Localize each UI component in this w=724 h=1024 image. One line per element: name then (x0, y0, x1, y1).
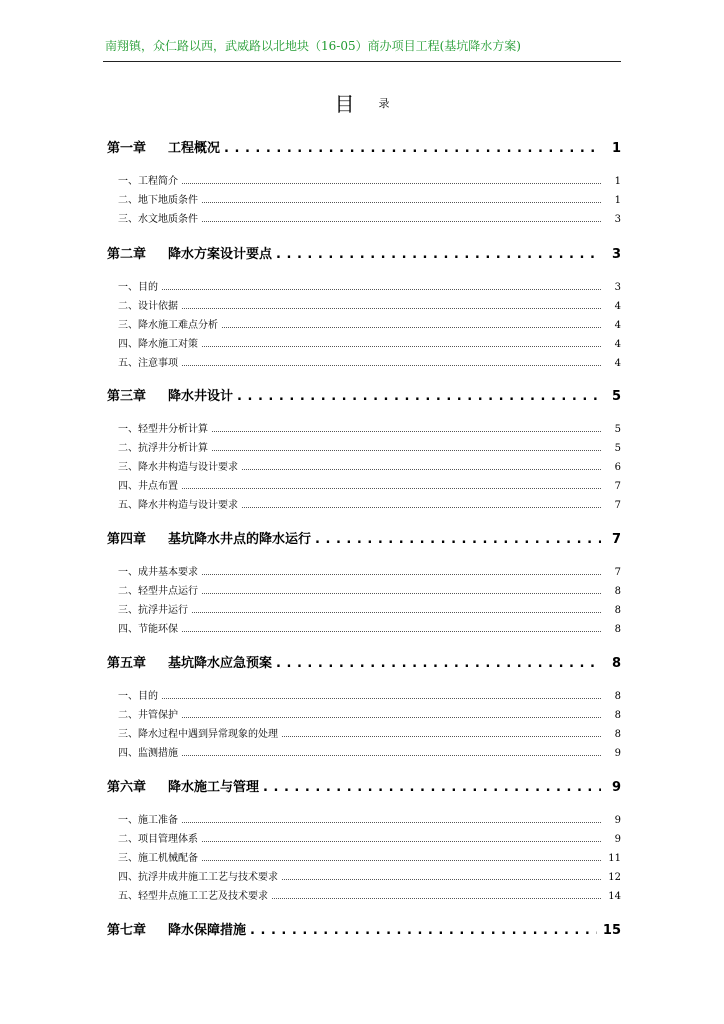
section-title: 三、水文地质条件 (118, 214, 198, 225)
toc-section-row[interactable] (107, 887, 621, 902)
dot-leader (182, 747, 601, 756)
chapter-title: 基坑降水井点的降水运行 (168, 532, 312, 547)
section-page: 3 (614, 282, 621, 293)
toc-chapter-row[interactable] (107, 652, 621, 671)
toc-chapter-row[interactable] (107, 243, 621, 262)
dot-leader (276, 656, 601, 671)
section-title: 四、抗浮井成井施工工艺与技术要求 (118, 872, 278, 883)
toc-title (0, 88, 724, 117)
chapter-title: 降水井设计 (168, 389, 234, 404)
toc-section-row[interactable] (107, 620, 621, 635)
section-page: 9 (614, 834, 621, 845)
toc-section-row[interactable] (107, 316, 621, 331)
section-title: 二、设计依据 (118, 301, 178, 312)
chapter-number: 第七章 (107, 923, 147, 938)
section-page: 7 (614, 567, 621, 578)
section-title: 一、成井基本要求 (118, 567, 198, 578)
section-page: 7 (614, 481, 621, 492)
section-title: 三、施工机械配备 (118, 853, 198, 864)
dot-leader (242, 461, 601, 470)
section-title: 一、目的 (118, 691, 158, 702)
chapter-page: 9 (611, 780, 621, 795)
section-title: 二、井管保护 (118, 710, 178, 721)
dot-leader (224, 141, 601, 156)
toc-section-row[interactable] (107, 458, 621, 473)
chapter-number: 第二章 (107, 247, 147, 262)
dot-leader (202, 585, 601, 594)
dot-leader (182, 357, 601, 366)
dot-leader (282, 728, 601, 737)
toc-chapter-row[interactable] (107, 137, 621, 156)
toc-section-row[interactable] (107, 830, 621, 845)
section-page: 8 (614, 710, 621, 721)
toc-section-row[interactable] (107, 601, 621, 616)
header-rule (103, 61, 621, 62)
dot-leader (202, 566, 601, 575)
toc-section-row[interactable] (107, 868, 621, 883)
toc-section-row[interactable] (107, 496, 621, 511)
chapter-number: 第四章 (107, 532, 147, 547)
toc-section-row[interactable] (107, 172, 621, 187)
toc-section-row[interactable] (107, 582, 621, 597)
chapter-title: 基坑降水应急预案 (168, 656, 273, 671)
toc-chapter-row[interactable] (107, 385, 621, 404)
section-title: 二、项目管理体系 (118, 834, 198, 845)
section-page: 8 (614, 605, 621, 616)
toc-section-row[interactable] (107, 191, 621, 206)
toc-chapter-row[interactable] (107, 776, 621, 795)
chapter-title: 降水施工与管理 (168, 780, 260, 795)
toc-section-row[interactable] (107, 706, 621, 721)
section-title: 五、轻型井点施工工艺及技术要求 (118, 891, 268, 902)
section-title: 一、工程简介 (118, 176, 178, 187)
section-title: 五、降水井构造与设计要求 (118, 500, 238, 511)
toc-section-row[interactable] (107, 744, 621, 759)
dot-leader (315, 532, 601, 547)
section-page: 4 (614, 358, 621, 369)
section-page: 8 (614, 586, 621, 597)
section-title: 一、轻型井分析计算 (118, 424, 208, 435)
dot-leader (192, 604, 601, 613)
section-page: 8 (614, 729, 621, 740)
chapter-page: 15 (602, 923, 621, 938)
dot-leader (276, 247, 601, 262)
section-page: 6 (614, 462, 621, 473)
section-page: 11 (608, 853, 621, 864)
chapter-number: 第五章 (107, 656, 147, 671)
section-page: 4 (614, 320, 621, 331)
section-title: 三、降水过程中遇到异常现象的处理 (118, 729, 278, 740)
section-page: 4 (614, 339, 621, 350)
toc-section-row[interactable] (107, 477, 621, 492)
chapter-page: 3 (611, 247, 621, 262)
dot-leader (182, 623, 601, 632)
section-page: 1 (614, 195, 621, 206)
section-page: 7 (614, 500, 621, 511)
section-page: 5 (614, 424, 621, 435)
section-page: 8 (614, 624, 621, 635)
dot-leader (237, 389, 601, 404)
dot-leader (182, 175, 601, 184)
toc-section-row[interactable] (107, 687, 621, 702)
section-title: 三、抗浮井运行 (118, 605, 188, 616)
section-page: 5 (614, 443, 621, 454)
dot-leader (212, 423, 601, 432)
toc-section-row[interactable] (107, 563, 621, 578)
toc-section-row[interactable] (107, 210, 621, 225)
toc-chapter-row[interactable] (107, 528, 621, 547)
section-title: 四、监测措施 (118, 748, 178, 759)
section-title: 四、井点布置 (118, 481, 178, 492)
chapter-page: 8 (611, 656, 621, 671)
section-page: 1 (614, 176, 621, 187)
dot-leader (182, 709, 601, 718)
toc-section-row[interactable] (107, 439, 621, 454)
toc-section-row[interactable] (107, 420, 621, 435)
chapter-title: 工程概况 (168, 141, 221, 156)
section-title: 一、目的 (118, 282, 158, 293)
section-title: 三、降水施工难点分析 (118, 320, 218, 331)
section-title: 五、注意事项 (118, 358, 178, 369)
section-title: 四、节能环保 (118, 624, 178, 635)
dot-leader (202, 852, 601, 861)
dot-leader (162, 690, 601, 699)
dot-leader (182, 300, 601, 309)
dot-leader (263, 780, 601, 795)
dot-leader (282, 871, 601, 880)
toc-title-sub: 录 (378, 97, 390, 110)
dot-leader (242, 499, 601, 508)
chapter-page: 7 (611, 532, 621, 547)
section-title: 三、降水井构造与设计要求 (118, 462, 238, 473)
dot-leader (202, 194, 601, 203)
section-page: 8 (614, 691, 621, 702)
dot-leader (182, 480, 601, 489)
toc-section-row[interactable] (107, 849, 621, 864)
toc-section-row[interactable] (107, 725, 621, 740)
dot-leader (162, 281, 601, 290)
toc-section-row[interactable] (107, 354, 621, 369)
section-title: 一、施工准备 (118, 815, 178, 826)
chapter-title: 降水方案设计要点 (168, 247, 273, 262)
dot-leader (250, 923, 597, 938)
section-title: 二、轻型井点运行 (118, 586, 198, 597)
chapter-number: 第六章 (107, 780, 147, 795)
dot-leader (222, 319, 601, 328)
section-page: 4 (614, 301, 621, 312)
chapter-title: 降水保障措施 (168, 923, 247, 938)
document-header: 南翔镇，众仁路以西，武威路以北地块（16-05）商办项目工程(基坑降水方案) (105, 39, 521, 53)
section-title: 二、抗浮井分析计算 (118, 443, 208, 454)
section-page: 12 (608, 872, 621, 883)
dot-leader (202, 338, 601, 347)
section-title: 四、降水施工对策 (118, 339, 198, 350)
section-page: 3 (614, 214, 621, 225)
dot-leader (212, 442, 601, 451)
dot-leader (182, 814, 601, 823)
toc-section-row[interactable] (107, 811, 621, 826)
toc-section-row[interactable] (107, 278, 621, 293)
toc-section-row[interactable] (107, 297, 621, 312)
section-page: 14 (608, 891, 621, 902)
chapter-number: 第一章 (107, 141, 147, 156)
chapter-page: 5 (611, 389, 621, 404)
dot-leader (202, 833, 601, 842)
toc-title-main: 目 (334, 92, 355, 116)
section-page: 9 (614, 748, 621, 759)
dot-leader (202, 213, 601, 222)
toc-section-row[interactable] (107, 335, 621, 350)
dot-leader (272, 890, 601, 899)
chapter-page: 1 (611, 141, 621, 156)
section-page: 9 (614, 815, 621, 826)
section-title: 二、地下地质条件 (118, 195, 198, 206)
chapter-number: 第三章 (107, 389, 147, 404)
toc-chapter-row[interactable] (107, 919, 621, 938)
